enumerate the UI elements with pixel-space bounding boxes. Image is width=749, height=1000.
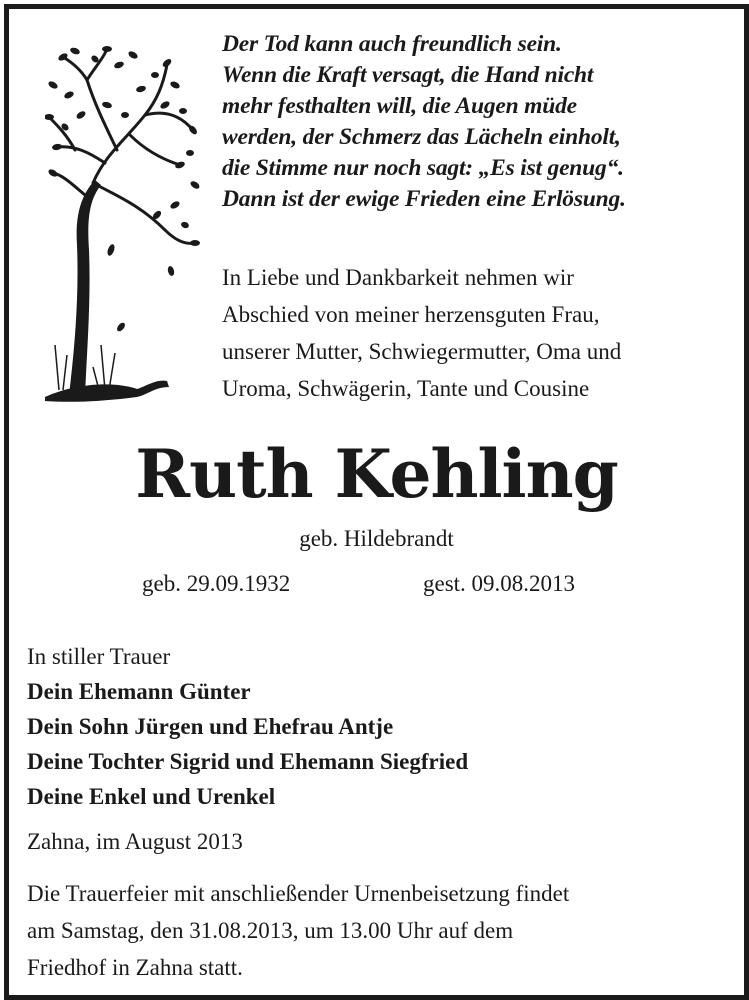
funeral-line: Die Trauerfeier mit anschließender Urnenbeisetzung findet <box>27 881 570 906</box>
deceased-name: Ruth Kehling <box>135 435 618 513</box>
funeral-line: am Samstag, den 31.08.2013, um 13.00 Uhr auf dem <box>27 918 514 943</box>
poem-verse <box>222 29 732 215</box>
poem-line: mehr festhalten will, die Augen müde <box>222 93 577 119</box>
poem-line: Der Tod kann auch freundlich sein. <box>222 31 562 57</box>
poem-line: Wenn die Kraft versagt, die Hand nicht <box>222 62 594 88</box>
mourners-heading: In stiller Trauer <box>27 644 171 669</box>
death-date: gest. 09.08.2013 <box>423 571 576 596</box>
maiden-name: geb. Hildebrandt <box>299 526 454 551</box>
poem-line: die Stimme nur noch sagt: „Es ist genug“. <box>222 155 624 181</box>
birth-date: geb. 29.09.1932 <box>142 571 291 596</box>
tree-silhouette-icon <box>45 45 205 405</box>
mourner-entry: Deine Enkel und Urenkel <box>27 784 276 809</box>
intro-line: In Liebe und Dankbarkeit nehmen wir <box>222 265 574 290</box>
funeral-line: Friedhof in Zahna statt. <box>27 955 243 980</box>
intro-text <box>222 259 732 407</box>
funeral-details <box>27 875 727 986</box>
obituary-notice <box>4 4 749 1000</box>
mourner-entry: Dein Sohn Jürgen und Ehefrau Antje <box>27 714 394 739</box>
place-date: Zahna, im August 2013 <box>27 829 243 854</box>
intro-line: unserer Mutter, Schwiegermutter, Oma und <box>222 339 622 364</box>
mourner-entry: Dein Ehemann Günter <box>27 679 251 704</box>
poem-line: werden, der Schmerz das Lächeln einholt, <box>222 124 621 150</box>
mourner-entry: Deine Tochter Sigrid und Ehemann Siegfried <box>27 749 469 774</box>
intro-line: Abschied von meiner herzensguten Frau, <box>222 302 600 327</box>
poem-line: Dann ist der ewige Frieden eine Erlösung. <box>222 186 626 212</box>
intro-line: Uroma, Schwägerin, Tante und Cousine <box>222 376 590 401</box>
mourners-section <box>27 639 727 814</box>
